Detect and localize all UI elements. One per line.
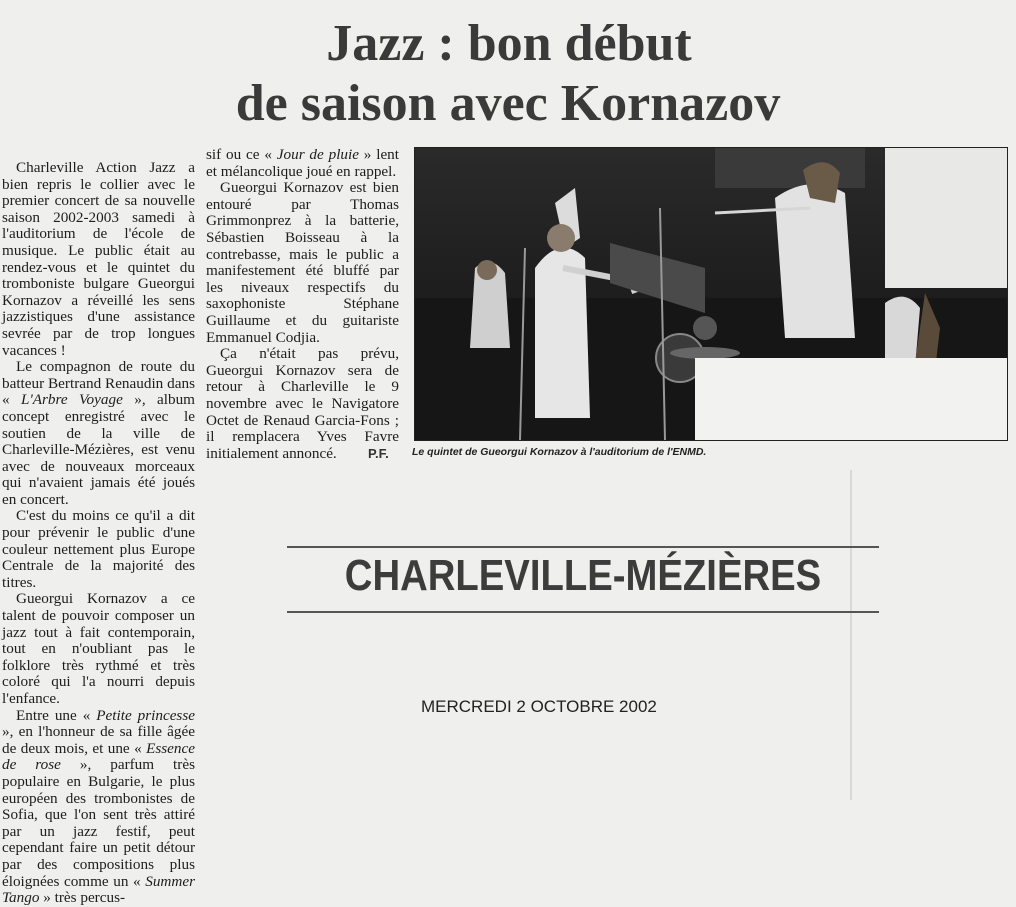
publication-date: MERCREDI 2 OCTOBRE 2002 [421, 697, 657, 716]
concert-photo [414, 147, 1008, 441]
text-run: Entre une « [16, 706, 97, 724]
article-column-1 [2, 160, 195, 907]
album-title: L'Arbre Voyage [21, 391, 123, 409]
article-column-2 [206, 147, 399, 462]
song-title: Summer Tango [2, 872, 195, 907]
text-run: » très percus- [39, 889, 126, 907]
paragraph: Ça n'était pas prévu, Gueorgui Kornazov sera de retour à Charleville le 9 novembre avec le Navigatore Octet de Renaud Garcia-Fons ; il remplacera Yves Favre initialement annoncé. [206, 345, 399, 462]
text-run: », parfum très populaire en Bulgarie, le plus européen des trombonistes de Sofia, que l'on sent très attiré par un jazz festif, peut cependant faire un petit détour par des compositions plus éloignées comme un « [2, 756, 195, 890]
song-title: Petite princesse [96, 706, 195, 724]
paragraph [2, 359, 195, 508]
text-run: » lent et mélancolique joué en rappel. [206, 146, 399, 180]
paragraph: Gueorgui Kornazov a ce talent de pouvoir composer un jazz tout à fait contemporain, tout en n'oubliant pas le folklore très rythmé et très coloré qui l'a nourri depuis l'enfance. [2, 590, 195, 707]
bleedthrough-column [850, 470, 992, 800]
text-run: », en l'honneur de sa fille âgée de deux mois, et une « [2, 723, 195, 757]
text-run: », album concept enregistré avec le soutien de la ville de Charleville-Mézières, est venu avec de nouveaux morceaux qui n'avaient jamais été joués en concert. [2, 391, 195, 508]
paragraph [2, 708, 195, 907]
photo-caption: Le quintet de Gueorgui Kornazov à l'auditorium de l'ENMD. [412, 446, 707, 458]
section-rule-bottom [287, 611, 879, 613]
paragraph: Gueorgui Kornazov est bien entouré par Thomas Grimmonprez à la batterie, Sébastien Boisseau à la contrebasse, mais le public a manifestement été bluffé par les niveaux respectifs du saxophoniste Stéphane Guillaume et du guitariste Emmanuel Codjia. [206, 179, 399, 346]
photo-credit: P.F. [368, 446, 389, 461]
concert-photo-illustration [415, 148, 1007, 440]
song-title: Essence de rose [2, 739, 195, 774]
paragraph: Charleville Action Jazz a bien repris le collier avec le premier concert de sa nouvelle saison 2002-2003 samedi à l'auditorium de l'école de musique. Le public était au rendez-vous et le quintet du tromboniste bulgare Gueorgui Kornazov a réveillé les sens jazzistiques d'une assistance sevrée par de trop longues vacances ! [2, 159, 195, 359]
headline-line-1: Jazz : bon début [326, 15, 692, 72]
headline [0, 14, 1016, 134]
section-title: CHARLEVILLE-MÉZIÈRES [344, 551, 822, 600]
paragraph: C'est du moins ce qu'il a dit pour prévenir le public d'une couleur nettement plus Europe Centrale de la majorité des titres. [2, 507, 195, 591]
song-title: Jour de pluie [276, 146, 359, 163]
text-run: sif ou ce « [206, 146, 277, 163]
paragraph [206, 147, 399, 180]
headline-line-2: de saison avec Kornazov [235, 75, 781, 132]
section-rule-top [287, 546, 879, 548]
text-run: Le compagnon de route du batteur Bertrand Renaudin dans « [2, 358, 195, 409]
